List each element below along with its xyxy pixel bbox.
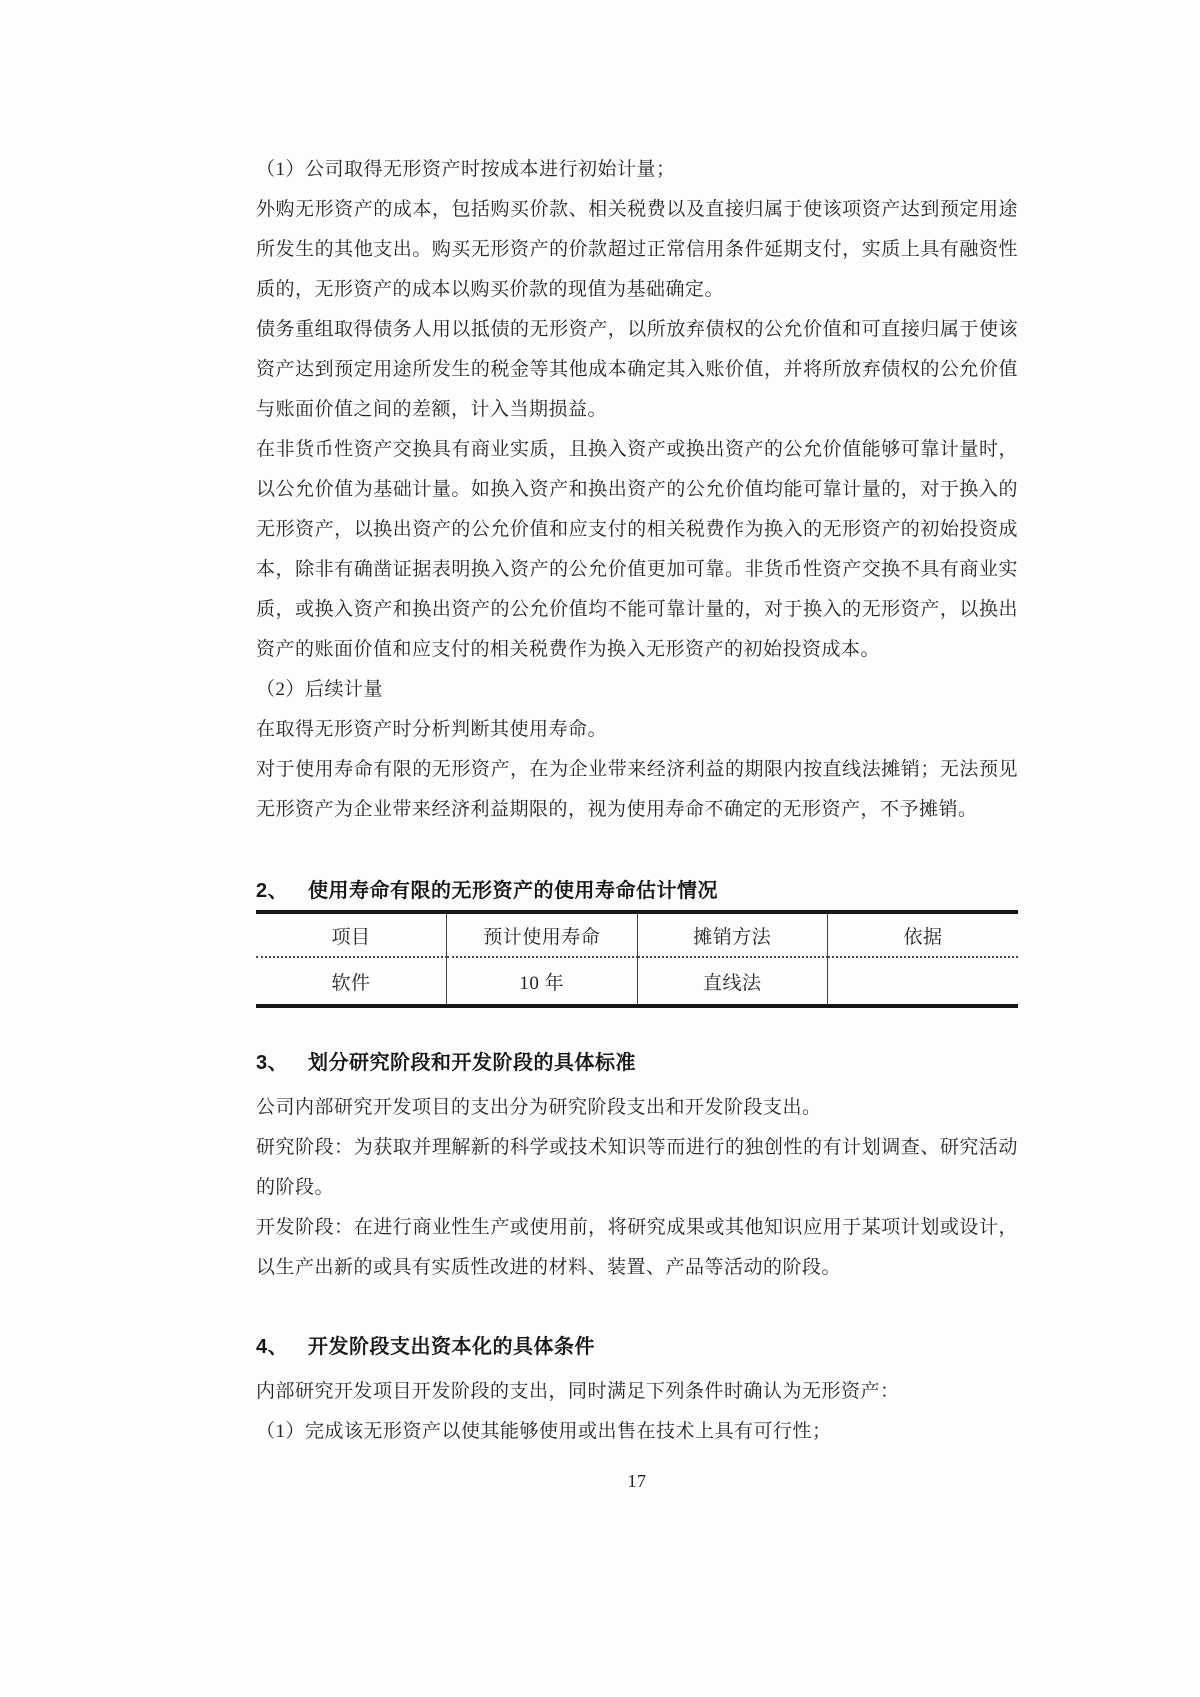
section-3-number: 3、: [256, 1052, 289, 1074]
section-3-heading: [256, 1048, 1018, 1078]
paragraph-useful-life-judgement: 在取得无形资产时分析判断其使用寿命。: [256, 719, 608, 740]
section-2-heading: [256, 876, 1018, 906]
paragraph-capitalization-condition-1: （1）完成该无形资产以使其能够使用或出售在技术上具有可行性；: [256, 1421, 832, 1442]
table-cell-expected-life: 10 年: [447, 957, 638, 1006]
paragraph-nonmonetary-exchange: 在非货币性资产交换具有商业实质，且换入资产或换出资产的公允价值能够可靠计量时，以公允价值为基础计量。如换入资产和换出资产的公允价值均能可靠计量的，对于换入的无形资产，以换出资产的公允价值和应支付的相关税费作为换入的无形资产的初始投资成本，除非有确凿证据表明换入资产的公允价值更加可靠。非货币性资产交换不具有商业实质，或换入资产和换出资产的公允价值均不能可靠计量的，对于换入的无形资产，以换出资产的账面价值和应支付的相关税费作为换入无形资产的初始投资成本。: [256, 439, 1018, 660]
section-2-number: 2、: [256, 880, 289, 902]
paragraph-rd-expenditure-split: 公司内部研究开发项目的支出分为研究阶段支出和开发阶段支出。: [256, 1097, 822, 1118]
section-4-heading: [256, 1332, 1018, 1362]
paragraph-purchased-intangibles: 外购无形资产的成本，包括购买价款、相关税费以及直接归属于使该项资产达到预定用途所发生的其他支出。购买无形资产的价款超过正常信用条件延期支付，实质上具有融资性质的，无形资产的成本以购买价款的现值为基础确定。: [256, 199, 1018, 300]
paragraph-development-phase: 开发阶段：在进行商业性生产或使用前，将研究成果或其他知识应用于某项计划或设计，以生产出新的或具有实质性改进的材料、装置、产品等活动的阶段。: [256, 1217, 1018, 1278]
useful-life-estimate-table: [256, 910, 1018, 1008]
page-content: [256, 150, 1018, 1496]
paragraph-capitalization-conditions-intro: 内部研究开发项目开发阶段的支出，同时满足下列条件时确认为无形资产：: [256, 1381, 900, 1402]
table-header-basis: 依据: [828, 912, 1019, 957]
section-2-title: 使用寿命有限的无形资产的使用寿命估计情况: [308, 880, 718, 902]
table-header-amortization-method: 摊销方法: [637, 912, 828, 957]
page-number: 17: [627, 1471, 647, 1491]
table-cell-amortization-method: 直线法: [637, 957, 828, 1006]
paragraph-amortization-policy: 对于使用寿命有限的无形资产，在为企业带来经济利益的期限内按直线法摊销；无法预见无形资产为企业带来经济利益期限的，视为使用寿命不确定的无形资产，不予摊销。: [256, 759, 1018, 820]
table-header-row: [256, 912, 1018, 957]
paragraph-research-phase: 研究阶段：为获取并理解新的科学或技术知识等而进行的独创性的有计划调查、研究活动的阶段。: [256, 1137, 1018, 1198]
table-cell-item: 软件: [331, 972, 371, 994]
table-header-expected-life: 预计使用寿命: [447, 912, 638, 957]
table-row-software: [256, 957, 1018, 1006]
table-cell-basis: [828, 957, 1019, 1006]
section-4-number: 4、: [256, 1336, 289, 1358]
paragraph-debt-restructuring: 债务重组取得债务人用以抵债的无形资产，以所放弃债权的公允价值和可直接归属于使该资产达到预定用途所发生的税金等其他成本确定其入账价值，并将所放弃债权的公允价值与账面价值之间的差额，计入当期损益。: [256, 319, 1018, 420]
section-4-title: 开发阶段支出资本化的具体条件: [308, 1336, 595, 1358]
paragraph-initial-measurement: （1）公司取得无形资产时按成本进行初始计量；: [256, 159, 676, 180]
paragraph-subsequent-measurement-heading: （2）后续计量: [256, 679, 384, 700]
section-3-title: 划分研究阶段和开发阶段的具体标准: [308, 1052, 636, 1074]
table-header-item: 项目: [256, 912, 447, 957]
